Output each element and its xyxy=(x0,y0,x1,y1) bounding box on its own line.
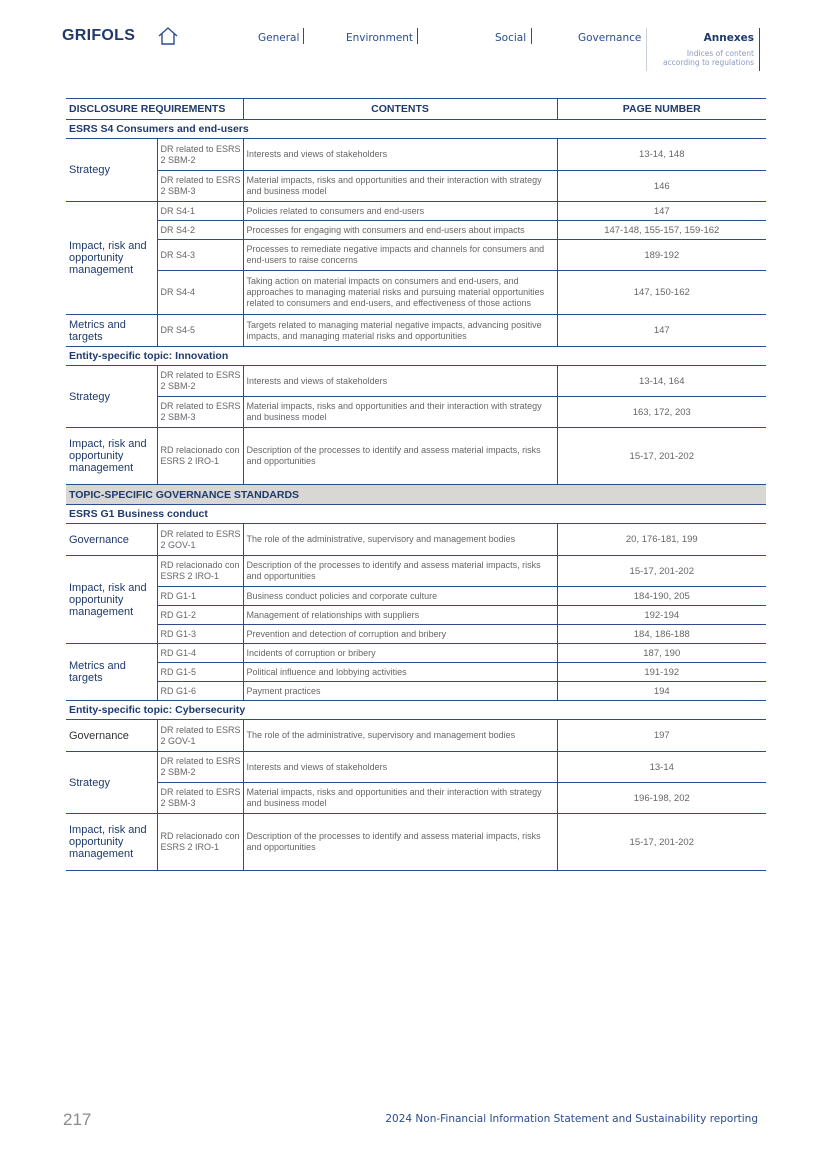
page-cell: 189-192 xyxy=(557,240,766,271)
content-cell: Interests and views of stakeholders xyxy=(243,752,557,783)
content-cell: Processes to remediate negative impacts and channels for consumers and end-users to raise concerns xyxy=(243,240,557,271)
dr-cell: DR related to ESRS 2 GOV-1 xyxy=(157,720,243,752)
dr-cell: RD relacionado con ESRS 2 IRO-1 xyxy=(157,556,243,587)
content-cell: The role of the administrative, supervisory and management bodies xyxy=(243,524,557,556)
table-row xyxy=(66,221,766,240)
table-row xyxy=(66,663,766,682)
page-cell: 192-194 xyxy=(557,606,766,625)
table-row xyxy=(66,606,766,625)
annex-subtitle-line-2: according to regulations xyxy=(662,58,754,67)
content-cell: Material impacts, risks and opportunities and their interaction with strategy and business model xyxy=(243,783,557,814)
footer-title: 2024 Non-Financial Information Statement and Sustainability reporting xyxy=(385,1113,758,1125)
category-strategy: Strategy xyxy=(66,752,157,814)
page-cell: 147, 150-162 xyxy=(557,271,766,315)
page-cell: 191-192 xyxy=(557,663,766,682)
page-cell: 197 xyxy=(557,720,766,752)
content-cell: Payment practices xyxy=(243,682,557,701)
content-cell: Interests and views of stakeholders xyxy=(243,366,557,397)
content-cell: Incidents of corruption or bribery xyxy=(243,644,557,663)
header-contents: CONTENTS xyxy=(243,99,557,120)
content-cell: Policies related to consumers and end-users xyxy=(243,202,557,221)
home-icon[interactable] xyxy=(158,27,178,45)
table-row xyxy=(66,682,766,701)
content-cell: Prevention and detection of corruption and bribery xyxy=(243,625,557,644)
page-cell: 13-14, 148 xyxy=(557,139,766,171)
dr-cell: DR related to ESRS 2 SBM-2 xyxy=(157,139,243,171)
dr-cell: RD G1-6 xyxy=(157,682,243,701)
page-cell: 194 xyxy=(557,682,766,701)
dr-cell: DR related to ESRS 2 GOV-1 xyxy=(157,524,243,556)
table-row xyxy=(66,752,766,783)
page-cell: 196-198, 202 xyxy=(557,783,766,814)
table-row xyxy=(66,271,766,315)
dr-cell: DR S4-5 xyxy=(157,315,243,347)
nav-divider xyxy=(417,28,418,44)
content-cell: Description of the processes to identify and assess material impacts, risks and opportunities xyxy=(243,814,557,871)
nav-environment[interactable]: Environment xyxy=(346,32,414,44)
nav-divider xyxy=(531,28,532,44)
page-cell: 147 xyxy=(557,315,766,347)
page-cell: 13-14, 164 xyxy=(557,366,766,397)
nav-divider xyxy=(759,28,760,71)
content-cell: The role of the administrative, supervisory and management bodies xyxy=(243,720,557,752)
dr-cell: RD relacionado con ESRS 2 IRO-1 xyxy=(157,814,243,871)
header-page-number: PAGE NUMBER xyxy=(557,99,766,120)
nav-divider xyxy=(303,28,304,44)
header-disclosure: DISCLOSURE REQUIREMENTS xyxy=(66,99,243,120)
dr-cell: DR related to ESRS 2 SBM-3 xyxy=(157,397,243,428)
nav-social[interactable]: Social xyxy=(495,32,527,44)
category-metrics: Metrics and targets xyxy=(66,315,157,347)
annex-subtitle[interactable] xyxy=(663,49,754,67)
section-row xyxy=(66,347,766,366)
table-row xyxy=(66,556,766,587)
grifols-logo[interactable]: GRIFOLS xyxy=(62,27,136,44)
section-title: ESRS G1 Business conduct xyxy=(66,505,766,524)
table-row xyxy=(66,524,766,556)
table-row xyxy=(66,428,766,485)
table-row xyxy=(66,240,766,271)
disclosure-requirements-table xyxy=(66,98,766,871)
dr-cell: RD G1-3 xyxy=(157,625,243,644)
content-cell: Description of the processes to identify and assess material impacts, risks and opportunities xyxy=(243,428,557,485)
category-strategy: Strategy xyxy=(66,139,157,202)
dr-cell: DR related to ESRS 2 SBM-2 xyxy=(157,366,243,397)
category-strategy: Strategy xyxy=(66,366,157,428)
section-title: Entity-specific topic: Innovation xyxy=(66,347,766,366)
table-row xyxy=(66,397,766,428)
annex-subtitle-line-1: Indices of content xyxy=(686,49,754,58)
page-cell: 15-17, 201-202 xyxy=(557,814,766,871)
table-row xyxy=(66,814,766,871)
section-row xyxy=(66,485,766,505)
content-cell: Targets related to managing material negative impacts, advancing positive impacts, and managing material risks and opportunities xyxy=(243,315,557,347)
category-metrics: Metrics and targets xyxy=(66,644,157,701)
table-row xyxy=(66,202,766,221)
page-cell: 163, 172, 203 xyxy=(557,397,766,428)
content-cell: Political influence and lobbying activities xyxy=(243,663,557,682)
dr-cell: RD G1-2 xyxy=(157,606,243,625)
nav-governance[interactable]: Governance xyxy=(578,32,642,44)
dr-cell: RD relacionado con ESRS 2 IRO-1 xyxy=(157,428,243,485)
content-cell: Description of the processes to identify and assess material impacts, risks and opportunities xyxy=(243,556,557,587)
page-cell: 15-17, 201-202 xyxy=(557,428,766,485)
dr-cell: RD G1-4 xyxy=(157,644,243,663)
content-cell: Management of relationships with suppliers xyxy=(243,606,557,625)
page-cell: 13-14 xyxy=(557,752,766,783)
page-cell: 146 xyxy=(557,171,766,202)
table-row xyxy=(66,139,766,171)
content-cell: Taking action on material impacts on consumers and end-users, and approaches to managing material risks and pursuing material opportunities related to consumers and end-users, and effectiveness of those actions xyxy=(243,271,557,315)
dr-cell: DR S4-4 xyxy=(157,271,243,315)
table-row xyxy=(66,587,766,606)
section-title: ESRS S4 Consumers and end-users xyxy=(66,120,766,139)
table-row xyxy=(66,720,766,752)
page-cell: 147-148, 155-157, 159-162 xyxy=(557,221,766,240)
dr-cell: RD G1-5 xyxy=(157,663,243,682)
page-cell: 184, 186-188 xyxy=(557,625,766,644)
content-cell: Processes for engaging with consumers and end-users about impacts xyxy=(243,221,557,240)
section-row xyxy=(66,701,766,720)
page-cell: 147 xyxy=(557,202,766,221)
dr-cell: DR S4-3 xyxy=(157,240,243,271)
table-row xyxy=(66,644,766,663)
section-title: TOPIC-SPECIFIC GOVERNANCE STANDARDS xyxy=(66,485,766,505)
content-cell: Interests and views of stakeholders xyxy=(243,139,557,171)
category-governance: Governance xyxy=(66,720,157,752)
content-cell: Material impacts, risks and opportunities and their interaction with strategy and business model xyxy=(243,171,557,202)
nav-general[interactable]: General xyxy=(258,32,300,44)
page-number: 217 xyxy=(63,1110,92,1129)
content-cell: Business conduct policies and corporate culture xyxy=(243,587,557,606)
table-row xyxy=(66,171,766,202)
table-row xyxy=(66,315,766,347)
dr-cell: DR S4-2 xyxy=(157,221,243,240)
page-cell: 20, 176-181, 199 xyxy=(557,524,766,556)
table-row xyxy=(66,366,766,397)
table-header-row xyxy=(66,99,766,120)
dr-cell: DR related to ESRS 2 SBM-2 xyxy=(157,752,243,783)
dr-cell: DR related to ESRS 2 SBM-3 xyxy=(157,171,243,202)
content-cell: Material impacts, risks and opportunities and their interaction with strategy and business model xyxy=(243,397,557,428)
category-governance: Governance xyxy=(66,524,157,556)
section-title: Entity-specific topic: Cybersecurity xyxy=(66,701,766,720)
dr-cell: DR related to ESRS 2 SBM-3 xyxy=(157,783,243,814)
section-row xyxy=(66,505,766,524)
nav-divider xyxy=(646,28,647,71)
table-row xyxy=(66,783,766,814)
table-row xyxy=(66,625,766,644)
dr-cell: RD G1-1 xyxy=(157,587,243,606)
section-row xyxy=(66,120,766,139)
category-irom: Impact, risk and opportunity management xyxy=(66,202,157,315)
category-irom: Impact, risk and opportunity management xyxy=(66,814,157,871)
page-cell: 184-190, 205 xyxy=(557,587,766,606)
nav-annexes[interactable]: Annexes xyxy=(703,32,754,44)
dr-cell: DR S4-1 xyxy=(157,202,243,221)
category-irom: Impact, risk and opportunity management xyxy=(66,428,157,485)
category-irom: Impact, risk and opportunity management xyxy=(66,556,157,644)
page-cell: 187, 190 xyxy=(557,644,766,663)
page-cell: 15-17, 201-202 xyxy=(557,556,766,587)
